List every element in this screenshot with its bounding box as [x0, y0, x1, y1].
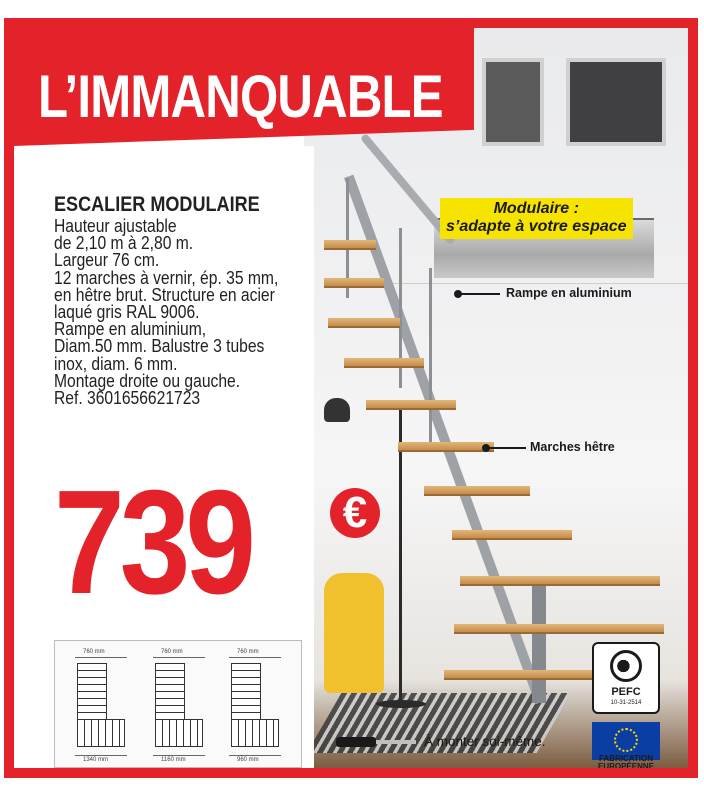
- description-line: 12 marches à vernir, ép. 35 mm,: [54, 267, 279, 288]
- plan-label: 760 mm: [161, 649, 183, 655]
- description-line: Diam.50 mm. Balustre 3 tubes: [54, 336, 265, 357]
- lamp-pole: [399, 408, 402, 708]
- stair-tread: [344, 358, 424, 368]
- yellow-chair: [324, 573, 384, 693]
- callout-marches: Marches hêtre: [530, 440, 615, 454]
- wall-picture-small: [482, 58, 544, 146]
- stair-tread: [452, 530, 572, 540]
- stair-tread: [366, 400, 456, 410]
- screwdriver-icon: [336, 737, 376, 747]
- stair-tread: [424, 486, 530, 496]
- wall-picture-large: [566, 58, 666, 146]
- staircase-plans: [54, 640, 302, 768]
- plan-label: 760 mm: [237, 649, 259, 655]
- plan-label: 960 mm: [237, 757, 259, 763]
- dimension-line: [229, 657, 281, 658]
- diy-text: À monter soi-même.: [424, 734, 546, 749]
- price: 739: [54, 460, 251, 625]
- eu-label-line: FABRICATION: [598, 754, 654, 763]
- description-line: inox, diam. 6 mm.: [54, 353, 178, 374]
- price-currency: €: [330, 488, 380, 538]
- diy-notice: [336, 734, 546, 749]
- staircase-plan: [147, 649, 211, 763]
- stair-tread: [324, 278, 384, 288]
- callout-line: [460, 293, 500, 295]
- balustrade-post: [429, 268, 432, 448]
- dimension-line: [153, 755, 205, 756]
- callout-line: [488, 447, 526, 449]
- plan-landing: [231, 719, 279, 747]
- stair-tread: [454, 624, 664, 634]
- staircase-plan: [223, 649, 287, 763]
- eu-label-line: EUROPÉENNE: [597, 762, 654, 771]
- description-line: laqué gris RAL 9006.: [54, 302, 200, 323]
- stair-tread: [398, 442, 494, 452]
- description-line: Rampe en aluminium,: [54, 319, 207, 340]
- plan-landing: [77, 719, 125, 747]
- plan-label: 1160 mm: [161, 757, 186, 763]
- dimension-line: [75, 755, 127, 756]
- plan-label: 760 mm: [83, 649, 105, 655]
- modular-badge: [440, 198, 633, 239]
- stair-tread: [324, 240, 376, 250]
- product-description: [54, 218, 303, 407]
- plan-label: 1340 mm: [83, 757, 109, 763]
- lamp-shade: [324, 398, 350, 422]
- ad-frame: [4, 18, 698, 778]
- stair-tread: [460, 576, 660, 586]
- product-title: ESCALIER MODULAIRE: [54, 193, 260, 216]
- description-line: en hêtre brut. Structure en acier: [54, 284, 275, 305]
- pefc-label: [592, 642, 660, 714]
- plan-landing: [155, 719, 203, 747]
- dimension-line: [153, 657, 205, 658]
- description-line: de 2,10 m à 2,80 m.: [54, 233, 194, 254]
- eu-label-text: [586, 755, 666, 771]
- stair-tread: [328, 318, 400, 328]
- badge-line: Modulaire :: [493, 200, 579, 217]
- dimension-line: [229, 755, 281, 756]
- callout-rampe: Rampe en aluminium: [506, 286, 632, 300]
- dimension-line: [75, 657, 127, 658]
- pefc-tree-icon: [610, 650, 642, 682]
- stair-pillar: [532, 583, 546, 703]
- badge-line: s’adapte à votre espace: [446, 218, 627, 235]
- pefc-text: PEFC: [611, 686, 641, 698]
- pefc-code: 10-31-2514: [610, 700, 642, 706]
- description-line: Largeur 76 cm.: [54, 250, 160, 271]
- description-line: Ref. 3601656621723: [54, 388, 201, 409]
- description-line: Hauteur ajustable: [54, 216, 177, 236]
- eu-stars: [614, 728, 638, 752]
- hero-title: L’IMMANQUABLE: [38, 63, 443, 130]
- staircase-plan: [69, 649, 133, 763]
- description-line: Montage droite ou gauche.: [54, 370, 241, 391]
- lamp-base: [376, 700, 426, 708]
